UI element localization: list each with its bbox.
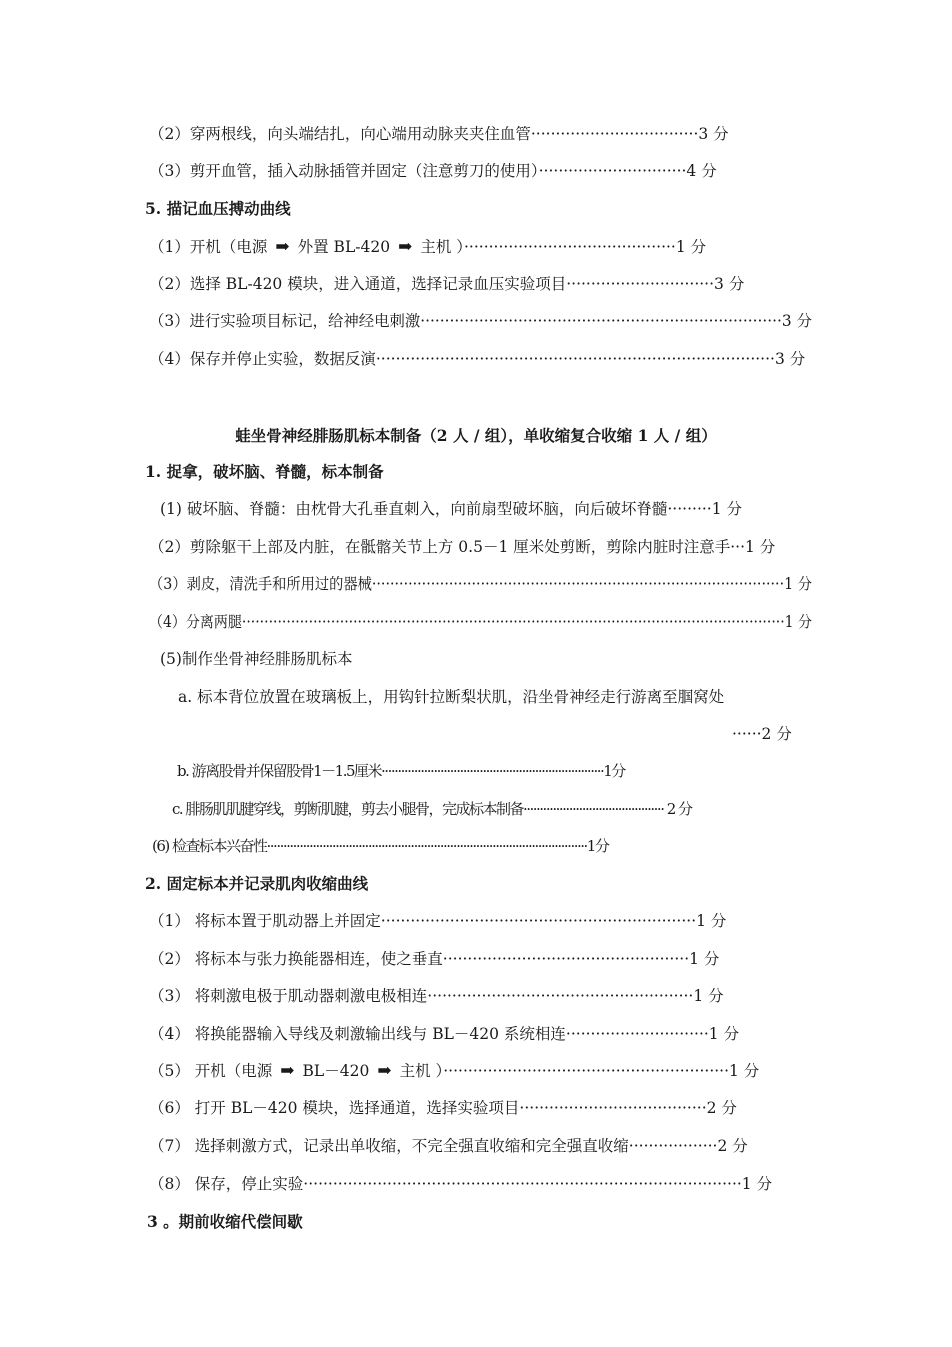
section-2-heading: 2. 固定标本并记录肌肉收缩曲线 [145,874,369,893]
section-a-line-2: （2）穿两根线，向头端结扎，向心端用动脉夹夹住血管··································3 分 [149,125,729,143]
section-1-item-2: （2）剪除躯干上部及内脏，在骶髂关节上方 0.5－1 厘米处剪断，剪除内脏时注意手···1 分 [149,538,776,556]
section-2-item-5 [149,1061,759,1081]
page-title: 蛙坐骨神经腓肠肌标本制备（2 人 / 组），单收缩复合收缩 1 人 / 组） [235,426,717,445]
section-2-item-1: （1） 将标本置于肌动器上并固定································································1 分 [149,912,727,930]
section-5-item-4: （4）保存并停止实验，数据反演·················································································3 分 [149,350,806,368]
item-1-middle: 外置 BL-420 [297,238,391,256]
section-1-item-5a-score: ······2 分 [732,725,792,743]
section-3-heading: 3 。期前收缩代偿间歇 [147,1212,303,1231]
section-1-item-5c: c. 腓肠肌肌腱穿线，剪断肌腱，剪去小腿骨，完成标本制备··········································· 2 分 [172,800,692,818]
section-2-item-2: （2） 将标本与张力换能器相连，使之垂直··················································1 分 [149,950,720,968]
section-2-item-8: （8） 保存，停止实验·························································································1 分 [149,1175,773,1193]
item-5-prefix: （5） 开机（电源 [149,1062,273,1080]
section-5-item-1 [149,237,706,257]
section-2-item-7: （7） 选择刺激方式，记录出单收缩，不完全强直收缩和完全强直收缩··················2 分 [149,1137,748,1155]
section-a-line-3: （3）剪开血管，插入动脉插管并固定（注意剪刀的使用）······························4 分 [149,162,717,180]
section-1-item-1: (1) 破坏脑、脊髓：由枕骨大孔垂直刺入，向前扇型破坏脑，向后破坏脊髓·········1 分 [160,500,743,518]
section-2-item-4: （4） 将换能器输入导线及刺激输出线与 BL－420 系统相连·····························1 分 [149,1025,740,1043]
section-1-item-5b: b. 游离股骨并保留股骨1－1.5厘米····································································1分 [177,762,625,780]
section-1-item-6: (6) 检查标本兴奋性··································································································1分 [152,837,609,855]
section-2-item-6: （6） 打开 BL－420 模块，选择通道，选择实验项目······································2 分 [149,1099,737,1117]
item-1-prefix: （1）开机（电源 [149,238,268,256]
right-arrow-icon: ➡ [398,237,413,257]
section-2-item-3: （3） 将刺激电极于肌动器刺激电极相连······················································1 分 [149,987,724,1005]
section-5-heading: 5. 描记血压搏动曲线 [145,199,291,218]
right-arrow-icon: ➡ [377,1061,392,1081]
section-1-item-5a: a. 标本背位放置在玻璃板上，用钩针拉断梨状肌，沿坐骨神经走行游离至腘窝处 [178,688,725,706]
right-arrow-icon: ➡ [280,1061,295,1081]
right-arrow-icon: ➡ [275,237,290,257]
section-1-item-3: （3）剥皮，清洗手和所用过的器械···························································································1 分 [149,575,812,593]
section-5-item-2: （2）选择 BL-420 模块，进入通道，选择记录血压实验项目······························3 分 [149,275,745,293]
section-1-item-5: (5)制作坐骨神经腓肠肌标本 [160,650,353,668]
section-1-item-4: （4）分离两腿··························································································································1 分 [149,613,813,631]
section-1-heading: 1. 捉拿，破坏脑、脊髓，标本制备 [145,462,384,481]
item-5-suffix: 主机 ）··························································1 分 [399,1062,760,1080]
section-5-item-3: （3）进行实验项目标记，给神经电刺激··········································································3 分 [149,312,812,330]
item-1-suffix: 主机 ）···········································1 分 [420,238,707,256]
item-5-middle: BL－420 [302,1062,370,1080]
